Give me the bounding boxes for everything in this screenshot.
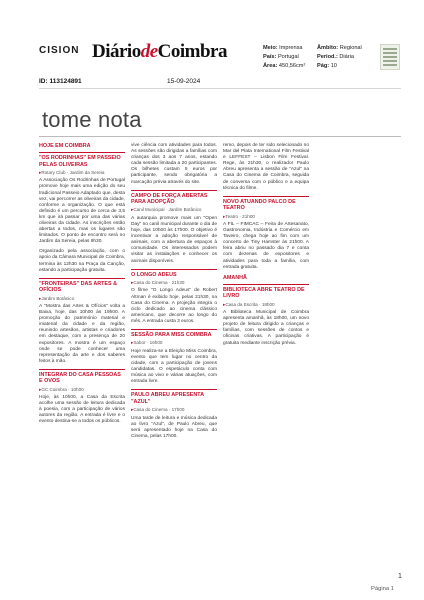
meta-row: Área: 450,56cm²	[263, 63, 306, 69]
column-3	[223, 143, 309, 351]
item-body: Hoje realiza-se a Eleição Miss Coimbra, evento que tem lugar no centro da cidade, com a participação de jovens candidatas. O espetáculo conta com música ao vivo e várias atuações, com entrada livre.	[131, 348, 217, 385]
footer-page-label: Página 1	[371, 586, 394, 592]
item-body: A Biblioteca Municipal de Coimbra apresenta amanhã, às 18h00, um novo projeto de leitura dirigido a crianças e famílias, com sessões de contos e oficinas criativas. A participação é gratuita mediante inscrição prévia.	[223, 310, 309, 346]
cision-logo: CISION	[39, 45, 80, 56]
item-location: ▸ Casa da Escrita · 18h00	[223, 302, 309, 307]
meta-row: Âmbito: Regional	[317, 45, 362, 51]
meta-left	[263, 44, 305, 71]
item-location: ▸ Jardim Botânico	[39, 296, 125, 301]
item-body: Organizado pela associação, com o apoio da Câmara Municipal de Coimbra, termina às 12h30 na Praça da Canção, estando a participação gratuita.	[39, 249, 125, 273]
item-location: ▸ Sabor · 16h00	[131, 340, 217, 345]
item-body: A autarquia promove mais um "Open Day" no canil municipal durante o dia de hoje, das 10h00 às 17h00. O objetivo é incentivar a adoção responsável de animais, com a abertura de espaços à comunidade. Os interessados podem visitar as instalações e conhecer os animais disponíveis.	[131, 215, 217, 264]
item-headline: SESSÃO PARA MISS COIMBRA	[131, 329, 217, 338]
column-2	[131, 143, 217, 444]
newspaper-masthead: DiáriodeCoimbra	[92, 41, 227, 62]
item-body: Hoje, às 10h00, a Casa da Escrita acolhe uma sessão de leitura dedicada à poesia, com a participação de vários autores da região. A entrada é livre e o evento destina-se a todos os públicos.	[39, 395, 125, 425]
item-location: ▸ Canil Municipal · Jardim Botânico	[131, 207, 217, 212]
meta-row: País: Portugal	[263, 54, 299, 60]
item-headline: BIBLIOTECA ABRE TEATRO DE LIVRO	[223, 284, 309, 300]
item-location: ▸ Casa do Cinema · 17h00	[131, 407, 217, 412]
meta-right	[317, 44, 362, 71]
item-body: A FIL – FIMCAC – Feira de Artesanato, Gastronomia, Indústria e Comércio em Taveiro, chega hoje ao fim com um concerto de Tiny Hamster às 21h00. A feira abriu no passado dia 7 e conta com dezenas de expositores e atividades para toda a família, com entrada gratuita.	[223, 221, 309, 270]
item-headline: INTEGRAR DO CASA PESSOAS E OVOS	[39, 369, 125, 385]
clipping-header	[0, 0, 424, 86]
item-location: ▸ Rotary Club · Jardim da Sereia	[39, 170, 125, 175]
meta-row: Pág: 10	[317, 63, 337, 69]
item-body: Uma tarde de leitura e música dedicada ao livro "Azul", de Paulo Abreu, que será apresentado hoje na Casa do Cinema, pelas 17h00.	[131, 415, 217, 439]
kicker-tomorrow: AMANHÃ	[223, 274, 247, 281]
item-location: ▸ Teatro · 21h00	[223, 214, 309, 219]
page-thumbnail[interactable]	[380, 44, 400, 70]
clipping-id: ID: 113124891	[39, 78, 82, 85]
meta-row: Meio: Imprensa	[263, 45, 303, 51]
item-location: ▸ Casa do Cinema · 21h30	[131, 280, 217, 285]
header-divider	[39, 88, 401, 89]
item-body: O filme "O Longo Adeus" de Robert Altman é exibido hoje, pelas 21h30, na Casa do Cinema. A projeção integra o ciclo dedicado ao cinema clássico americano, que decorre ao longo do mês. A entrada custa 3 euros.	[131, 288, 217, 324]
item-headline: PAULO ABREU APRESENTA "AZUL"	[131, 389, 217, 405]
section-title: tome nota	[42, 107, 142, 132]
item-headline: CAMPO DE FORÇA ABERTAS PARA ADOPÇÃO	[131, 190, 217, 206]
section-divider	[39, 136, 401, 137]
item-headline: NOVO ATUANDO PALCO DE TEATRO	[223, 196, 309, 212]
item-body: remo, depois de ter sido selecionado no Mar del Plata International Film Festival e LEFFEST – Lisbon Film Festival. Rege, às 21h30, o realizador Paulo Abreu apresenta a sessão de "Azul" na Casa do Cinema de Coimbra, seguida de conversa com o público e a equipa técnica do filme.	[223, 143, 309, 191]
item-location: ▸ GC Coimbra · 10h00	[39, 387, 125, 392]
item-headline: "FRONTEIRAS" DAS ARTES & OFÍCIOS	[39, 278, 125, 294]
item-body: A "Mostra das Artes & Ofícios" volta a Baixa, hoje, das 10h00 às 19h00. A promoção do património material e imaterial da cidade e da região, reunindo artesãos, artistas e criadores em destaque, com a presença de 20 expositores. A mostra é um espaço onde se pode conhecer uma representação da arte e dos saberes feitos à mão.	[39, 303, 125, 364]
meta-row: Period.: Diária	[317, 54, 355, 60]
column-1	[39, 143, 125, 430]
footer-page-count: 1	[398, 573, 402, 580]
clipping-date: 15-09-2024	[167, 78, 201, 85]
kicker-today: HOJE EM COIMBRA	[39, 143, 91, 149]
item-headline: "OS RODRINHAS" EM PASSEIO PELAS OLIVEIRAS	[39, 152, 125, 168]
item-body: vive ciência com atividades para todos. As sessões são dirigidas a famílias com crianças dos 3 aos 7 anos, estando cada sessão limitada a 20 participantes. Os bilhetes custam 5 euros por participante, sendo obrigatória a marcação prévia através do site.	[131, 143, 217, 185]
item-headline: O LONGO ADEUS	[131, 269, 217, 278]
item-body: A Associação Os Rodrinhas de Portugal promove hoje mais uma edição do seu tradicional Passeio Adaptado que, desta vez, vai percorrer as oliveiras da cidade, conforme a organização. O que está definido é um percurso de cerca de 3,5 km que irá passar por uma das várias oliveiras da cidade. As inscrições estão abertas a todos, mas os lugares são limitados. O ponto de encontro será no Jardim da Sereia, pelas 9h30.	[39, 178, 125, 245]
